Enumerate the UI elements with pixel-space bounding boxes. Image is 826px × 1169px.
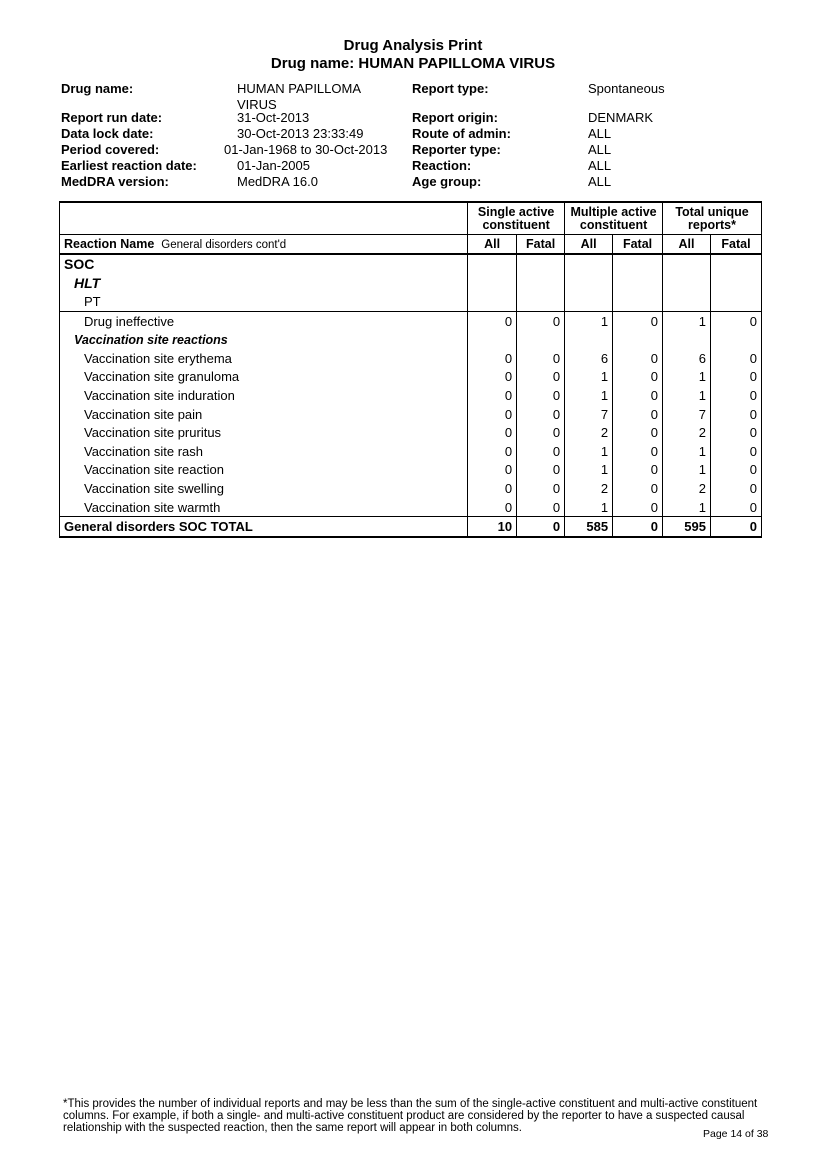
- count-cell: 0: [613, 405, 663, 424]
- count-cell: 0: [517, 386, 565, 405]
- sub-all: All: [468, 234, 517, 254]
- count-cell: [613, 330, 663, 349]
- count-cell: [468, 330, 517, 349]
- soc-label: SOC: [60, 254, 468, 274]
- count-cell: 0: [517, 349, 565, 368]
- table-row: [60, 311, 762, 330]
- reaction-table: [59, 201, 762, 538]
- count-cell: 6: [663, 349, 711, 368]
- meta-label-report-type: Report type:: [412, 81, 489, 96]
- meta-label-age-group: Age group:: [412, 174, 482, 189]
- count-cell: 1: [565, 442, 613, 461]
- count-cell: 2: [565, 423, 613, 442]
- total-cell: 0: [517, 517, 565, 537]
- meta-value-meddra-version: MedDRA 16.0: [237, 174, 318, 189]
- count-cell: 0: [613, 442, 663, 461]
- sub-fatal: Fatal: [613, 234, 663, 254]
- total-cell: 10: [468, 517, 517, 537]
- count-cell: 0: [468, 405, 517, 424]
- count-cell: 0: [468, 479, 517, 498]
- group-header-multiple: Multiple active constituent: [565, 202, 663, 234]
- count-cell: 6: [565, 349, 613, 368]
- meta-value-reaction: ALL: [588, 158, 612, 173]
- count-cell: 0: [517, 311, 565, 330]
- count-cell: 1: [663, 442, 711, 461]
- meta-value-reporter-type: ALL: [588, 142, 612, 157]
- meta-label-drug-name: Drug name:: [61, 81, 134, 96]
- count-cell: 0: [710, 386, 761, 405]
- reaction-name: Vaccination site erythema: [60, 349, 468, 368]
- count-cell: 1: [565, 386, 613, 405]
- table-row: [60, 423, 762, 442]
- reaction-name: Vaccination site warmth: [60, 498, 468, 517]
- count-cell: 0: [710, 498, 761, 517]
- reaction-name: Vaccination site pruritus: [60, 423, 468, 442]
- count-cell: 1: [565, 461, 613, 480]
- meta-label-report-origin: Report origin:: [412, 110, 498, 125]
- total-cell: 585: [565, 517, 613, 537]
- count-cell: 0: [517, 368, 565, 387]
- count-cell: 1: [663, 498, 711, 517]
- table-row: [60, 461, 762, 480]
- count-cell: 0: [468, 311, 517, 330]
- meta-value-age-group: ALL: [588, 174, 612, 189]
- count-cell: 1: [663, 311, 711, 330]
- count-cell: 0: [468, 498, 517, 517]
- count-cell: 2: [565, 479, 613, 498]
- count-cell: 0: [613, 461, 663, 480]
- page-number: Page 14 of 38: [703, 1128, 769, 1140]
- count-cell: 0: [613, 479, 663, 498]
- meta-label-earliest-reaction-date: Earliest reaction date:: [61, 158, 197, 173]
- table-row: [60, 405, 762, 424]
- table-row: [60, 498, 762, 517]
- meta-value-period-covered: 01-Jan-1968 to 30-Oct-2013: [224, 142, 388, 157]
- group-header-total: Total unique reports*: [663, 202, 762, 234]
- reaction-name: Vaccination site rash: [60, 442, 468, 461]
- total-cell: 595: [663, 517, 711, 537]
- count-cell: 1: [565, 311, 613, 330]
- count-cell: [710, 330, 761, 349]
- count-cell: 0: [613, 311, 663, 330]
- sub-all: All: [565, 234, 613, 254]
- count-cell: 0: [468, 368, 517, 387]
- count-cell: [565, 330, 613, 349]
- total-cell: 0: [613, 517, 663, 537]
- count-cell: 0: [468, 386, 517, 405]
- reaction-name: Vaccination site swelling: [60, 479, 468, 498]
- count-cell: 0: [710, 349, 761, 368]
- count-cell: 0: [710, 423, 761, 442]
- meta-label-meddra-version: MedDRA version:: [61, 174, 169, 189]
- reaction-name: Drug ineffective: [60, 311, 468, 330]
- footnote: *This provides the number of individual reports and may be less than the sum of the single-active constituent and multi-active constituent columns. For example, if both a single- and multi-active constituent product are considered by the reporter to have a suspected causal relationship with the suspected reaction, then the same report will appear in both columns.: [63, 1098, 758, 1134]
- meta-value-data-lock-date: 30-Oct-2013 23:33:49: [237, 126, 364, 141]
- count-cell: 2: [663, 479, 711, 498]
- count-cell: 0: [517, 498, 565, 517]
- pt-label: PT: [60, 292, 468, 311]
- count-cell: [663, 330, 711, 349]
- drug-subtitle: Drug name: HUMAN PAPILLOMA VIRUS: [270, 55, 556, 72]
- count-cell: 0: [613, 423, 663, 442]
- count-cell: 0: [710, 311, 761, 330]
- reaction-name-header: [60, 234, 468, 254]
- group-header-single: Single active constituent: [468, 202, 565, 234]
- meta-label-report-run-date: Report run date:: [61, 110, 163, 125]
- count-cell: 0: [613, 368, 663, 387]
- table-row: [60, 479, 762, 498]
- meta-value-report-type: Spontaneous: [588, 81, 665, 96]
- count-cell: 0: [517, 442, 565, 461]
- meta-value-drug-name: HUMAN PAPILLOMA VIRUS: [237, 81, 361, 112]
- reaction-name: Vaccination site induration: [60, 386, 468, 405]
- count-cell: 2: [663, 423, 711, 442]
- meta-value-report-run-date: 31-Oct-2013: [237, 110, 310, 125]
- count-cell: 0: [517, 423, 565, 442]
- sub-fatal: Fatal: [710, 234, 761, 254]
- count-cell: 0: [710, 368, 761, 387]
- count-cell: 1: [663, 386, 711, 405]
- count-cell: 0: [710, 442, 761, 461]
- soc-total-label: General disorders SOC TOTAL: [60, 517, 468, 537]
- sub-fatal: Fatal: [517, 234, 565, 254]
- count-cell: 0: [710, 405, 761, 424]
- sub-all: All: [663, 234, 711, 254]
- meta-label-data-lock-date: Data lock date:: [61, 126, 154, 141]
- count-cell: 1: [663, 368, 711, 387]
- table-row: [60, 330, 762, 349]
- total-cell: 0: [710, 517, 761, 537]
- count-cell: 0: [517, 461, 565, 480]
- count-cell: 0: [710, 461, 761, 480]
- table-row: [60, 386, 762, 405]
- reaction-name: Vaccination site pain: [60, 405, 468, 424]
- hlt-name: Vaccination site reactions: [60, 330, 468, 349]
- reaction-name-note: General disorders cont'd: [161, 238, 287, 251]
- count-cell: 0: [613, 349, 663, 368]
- count-cell: 0: [468, 461, 517, 480]
- count-cell: 7: [565, 405, 613, 424]
- hlt-label: HLT: [60, 274, 468, 293]
- count-cell: 0: [613, 498, 663, 517]
- table-row: [60, 442, 762, 461]
- table-row: [60, 368, 762, 387]
- meta-label-route-of-admin: Route of admin:: [412, 126, 511, 141]
- meta-value-earliest-reaction-date: 01-Jan-2005: [237, 158, 310, 173]
- page-title: Drug Analysis Print: [343, 37, 483, 54]
- count-cell: 0: [613, 386, 663, 405]
- count-cell: 0: [517, 405, 565, 424]
- count-cell: 0: [517, 479, 565, 498]
- count-cell: 0: [468, 442, 517, 461]
- meta-value-route-of-admin: ALL: [588, 126, 612, 141]
- count-cell: 7: [663, 405, 711, 424]
- reaction-name-label: Reaction Name: [64, 236, 155, 251]
- count-cell: 0: [468, 349, 517, 368]
- count-cell: [517, 330, 565, 349]
- meta-label-reporter-type: Reporter type:: [412, 142, 501, 157]
- count-cell: 1: [663, 461, 711, 480]
- count-cell: 1: [565, 498, 613, 517]
- meta-label-period-covered: Period covered:: [61, 142, 160, 157]
- reaction-name: Vaccination site reaction: [60, 461, 468, 480]
- meta-value-report-origin: DENMARK: [588, 110, 654, 125]
- table-row: [60, 349, 762, 368]
- count-cell: 0: [468, 423, 517, 442]
- meta-label-reaction: Reaction:: [412, 158, 472, 173]
- reaction-name: Vaccination site granuloma: [60, 368, 468, 387]
- count-cell: 0: [710, 479, 761, 498]
- count-cell: 1: [565, 368, 613, 387]
